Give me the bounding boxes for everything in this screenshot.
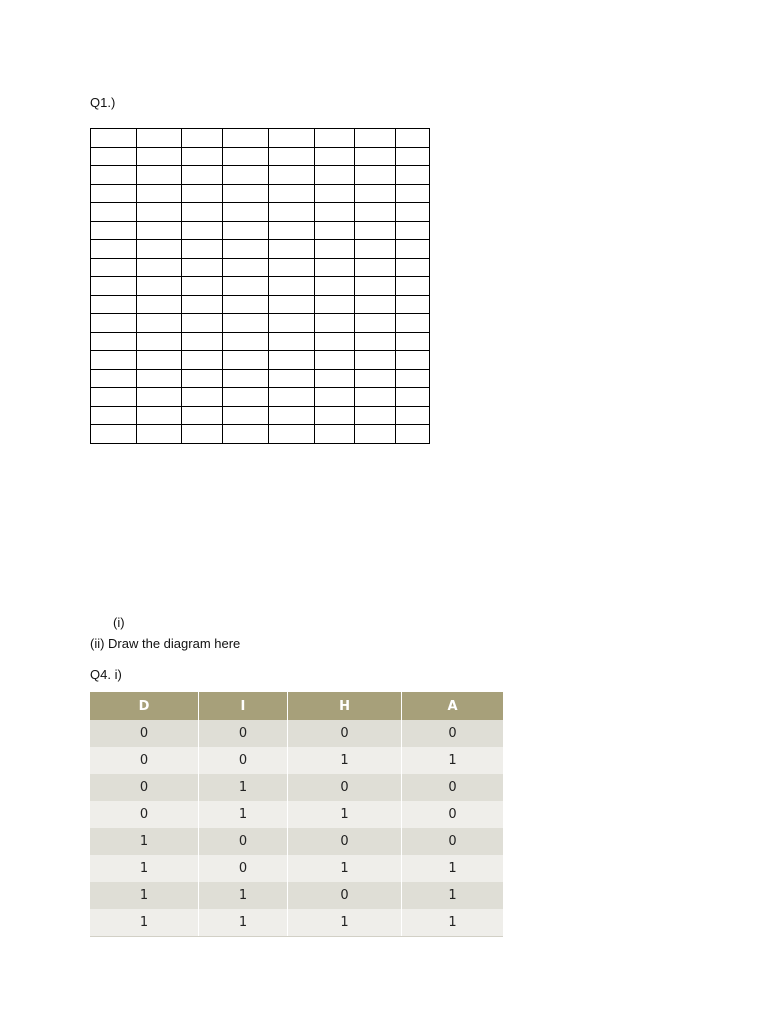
grid-row [91,277,430,296]
table-cell: 0 [90,801,198,828]
grid-row [91,258,430,277]
grid-cell [137,240,182,259]
question-4-label: Q4. i) [90,667,122,682]
grid-cell [137,295,182,314]
table-cell: 0 [402,828,503,855]
grid-cell [223,295,269,314]
grid-cell [223,184,269,203]
grid-cell [91,203,137,222]
grid-cell [91,406,137,425]
grid-cell [355,314,396,333]
table-cell: 0 [198,855,287,882]
grid-cell [355,203,396,222]
table-cell: 1 [198,801,287,828]
grid-cell [182,332,223,351]
grid-cell [91,425,137,444]
grid-cell [396,369,430,388]
table-cell: 0 [402,801,503,828]
grid-cell [396,332,430,351]
grid-row [91,314,430,333]
grid-row [91,406,430,425]
grid-cell [182,184,223,203]
grid-cell [223,147,269,166]
table-cell: 0 [402,774,503,801]
grid-cell [315,406,355,425]
grid-cell [396,295,430,314]
table-row [90,909,503,937]
grid-cell [396,314,430,333]
table-cell: 0 [288,720,402,747]
grid-cell [223,369,269,388]
grid-cell [315,258,355,277]
table-cell: 1 [288,747,402,774]
table-cell: 0 [288,774,402,801]
grid-row [91,166,430,185]
grid-cell [355,295,396,314]
grid-cell [315,147,355,166]
grid-cell [315,203,355,222]
table-row [90,882,503,909]
grid-cell [355,258,396,277]
grid-cell [182,240,223,259]
grid-cell [396,203,430,222]
table-cell: 1 [90,828,198,855]
grid-cell [91,221,137,240]
grid-cell [182,258,223,277]
grid-cell [396,240,430,259]
part-i-label: (i) [113,615,125,630]
grid-cell [269,369,315,388]
grid-cell [137,332,182,351]
grid-row [91,129,430,148]
grid-cell [355,369,396,388]
truth-table [90,692,503,937]
grid-cell [91,184,137,203]
grid-row [91,221,430,240]
grid-row [91,203,430,222]
grid-cell [91,147,137,166]
grid-row [91,184,430,203]
grid-cell [355,277,396,296]
grid-cell [91,295,137,314]
grid-cell [223,203,269,222]
table-cell: 0 [402,720,503,747]
grid-cell [182,166,223,185]
grid-cell [269,425,315,444]
table-row [90,774,503,801]
grid-cell [91,129,137,148]
grid-cell [91,166,137,185]
table-cell: 0 [90,747,198,774]
grid-cell [137,277,182,296]
table-cell: 0 [198,828,287,855]
grid-cell [182,277,223,296]
grid-cell [315,166,355,185]
grid-cell [315,369,355,388]
grid-cell [315,332,355,351]
grid-cell [396,184,430,203]
grid-cell [223,332,269,351]
grid-cell [396,388,430,407]
grid-cell [91,258,137,277]
table-row [90,747,503,774]
grid-cell [269,351,315,370]
table-cell: 1 [198,909,287,937]
table-cell: 1 [288,855,402,882]
grid-cell [182,314,223,333]
grid-cell [223,425,269,444]
header-cell-h: H [288,692,402,720]
grid-cell [315,425,355,444]
grid-cell [315,129,355,148]
grid-row [91,351,430,370]
table-cell: 1 [402,747,503,774]
grid-cell [269,166,315,185]
grid-cell [355,332,396,351]
grid-row [91,295,430,314]
grid-cell [355,129,396,148]
header-cell-d: D [90,692,198,720]
grid-cell [315,277,355,296]
grid-row [91,388,430,407]
grid-cell [137,129,182,148]
grid-cell [269,332,315,351]
table-cell: 0 [198,720,287,747]
grid-row [91,332,430,351]
grid-cell [91,369,137,388]
grid-cell [137,221,182,240]
grid-cell [269,129,315,148]
grid-cell [269,240,315,259]
grid-cell [91,240,137,259]
grid-cell [223,277,269,296]
grid-cell [396,166,430,185]
table-cell: 1 [288,909,402,937]
grid-cell [223,129,269,148]
grid-cell [182,221,223,240]
table-cell: 1 [402,909,503,937]
grid-cell [269,314,315,333]
grid-cell [223,240,269,259]
grid-cell [137,425,182,444]
grid-cell [137,203,182,222]
table-cell: 1 [402,882,503,909]
header-cell-i: I [198,692,287,720]
table-row [90,801,503,828]
grid-cell [355,425,396,444]
grid-cell [223,406,269,425]
table-row [90,828,503,855]
grid-cell [396,406,430,425]
grid-cell [315,184,355,203]
table-cell: 1 [90,909,198,937]
grid-cell [137,369,182,388]
grid-cell [315,351,355,370]
part-ii-instruction: (ii) Draw the diagram here [90,636,241,651]
table-row [90,855,503,882]
grid-cell [315,388,355,407]
grid-cell [315,240,355,259]
table-cell: 1 [90,855,198,882]
grid-cell [91,314,137,333]
grid-cell [269,258,315,277]
grid-row [91,240,430,259]
grid-cell [223,258,269,277]
table-cell: 0 [288,882,402,909]
grid-cell [137,258,182,277]
table-cell: 0 [288,828,402,855]
grid-cell [269,203,315,222]
truth-table-header-row [90,692,503,720]
grid-cell [355,166,396,185]
grid-cell [355,240,396,259]
grid-cell [223,314,269,333]
grid-cell [223,166,269,185]
table-cell: 1 [288,801,402,828]
grid-cell [137,388,182,407]
table-cell: 0 [90,774,198,801]
grid-cell [137,147,182,166]
grid-cell [182,295,223,314]
grid-cell [223,388,269,407]
grid-cell [182,351,223,370]
grid-cell [315,295,355,314]
blank-answer-grid [90,128,430,444]
grid-cell [269,184,315,203]
grid-cell [91,388,137,407]
grid-cell [137,314,182,333]
grid-cell [355,147,396,166]
grid-cell [355,351,396,370]
grid-cell [182,369,223,388]
grid-cell [182,388,223,407]
grid-cell [269,388,315,407]
grid-cell [396,129,430,148]
grid-cell [182,147,223,166]
grid-cell [355,184,396,203]
grid-cell [269,295,315,314]
grid-cell [137,351,182,370]
grid-cell [223,351,269,370]
table-cell: 0 [90,720,198,747]
table-cell: 1 [198,882,287,909]
grid-cell [396,258,430,277]
grid-cell [355,406,396,425]
table-cell: 0 [198,747,287,774]
table-row [90,720,503,747]
grid-cell [137,166,182,185]
grid-cell [223,221,269,240]
grid-cell [315,314,355,333]
grid-cell [182,203,223,222]
grid-cell [137,406,182,425]
grid-cell [396,351,430,370]
grid-cell [396,147,430,166]
grid-cell [269,221,315,240]
table-cell: 1 [90,882,198,909]
question-1-label: Q1.) [90,95,116,110]
grid-cell [91,351,137,370]
table-cell: 1 [198,774,287,801]
header-cell-a: A [402,692,503,720]
grid-cell [315,221,355,240]
grid-cell [91,332,137,351]
grid-row [91,425,430,444]
grid-cell [355,388,396,407]
grid-cell [396,425,430,444]
grid-cell [355,221,396,240]
grid-cell [182,406,223,425]
grid-row [91,369,430,388]
grid-cell [396,221,430,240]
grid-cell [91,277,137,296]
grid-cell [137,184,182,203]
grid-cell [269,406,315,425]
grid-row [91,147,430,166]
grid-cell [269,147,315,166]
table-cell: 1 [402,855,503,882]
grid-cell [182,129,223,148]
grid-cell [396,277,430,296]
grid-cell [182,425,223,444]
grid-cell [269,277,315,296]
